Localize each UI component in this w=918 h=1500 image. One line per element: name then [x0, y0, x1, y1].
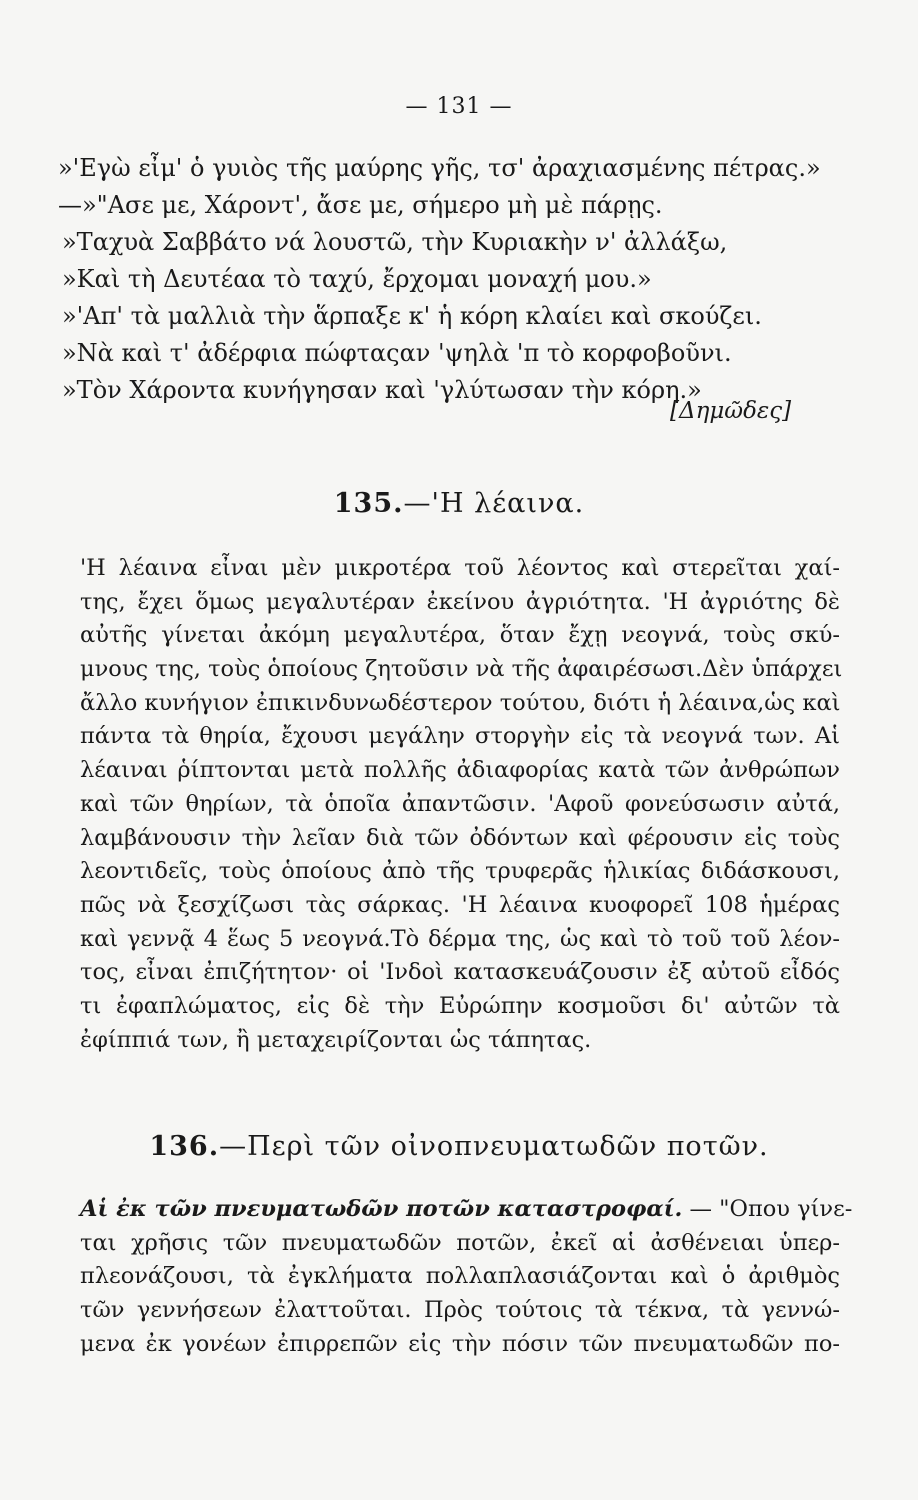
- text-line: της, ἔχει ὅμως μεγαλυτέραν ἐκείνου ἀγριότητα. 'Η ἀγριότης δὲ: [80, 588, 840, 615]
- section-title: —'Η λέαινα.: [403, 488, 585, 519]
- poem-line: —»"Ασε με, Χάροντ', ἄσε με, σήμερο μὴ μὲ πάρῃς.: [58, 191, 663, 219]
- poem-block: [58, 150, 858, 409]
- text-line: λεοντιδεῖς, τοὺς ὁποίους ἀπὸ τῆς τρυφερᾶς ἡλικίας διδάσκουσι,: [80, 858, 840, 885]
- poem-line: »'Απ' τὰ μαλλιὰ τὴν ἅρπαξε κ' ἡ κόρη κλαίει καὶ σκούζει.: [62, 302, 762, 330]
- poem-line: »Καὶ τὴ Δευτέαα τὸ ταχύ, ἔρχομαι μοναχή μου.»: [62, 265, 652, 293]
- poem-line: »Νὰ καὶ τ' ἀδέρφια πώφταςαν 'ψηλὰ 'π τὸ κορφοβοῦνι.: [62, 339, 732, 367]
- text-line: λαμβάνουσιν τὴν λεῖαν διὰ τῶν ὀδόντων καὶ φέρουσιν εἰς τοὺς: [80, 824, 840, 851]
- text-line: καὶ γεννᾷ 4 ἕως 5 νεογνά.Τὸ δέρμα της, ὡς καὶ τὸ τοῦ τοῦ λέον-: [80, 925, 840, 952]
- text-line: καὶ τῶν θηρίων, τὰ ὁποῖα ἀπαντῶσιν. 'Αφοῦ φονεύσωσιν αὐτά,: [80, 790, 840, 817]
- text-line: ἄλλο κυνήγιον ἐπικινδυνωδέστερον τούτου, διότι ἡ λέαινα,ὡς καὶ: [80, 689, 841, 716]
- section-number: 135.: [333, 488, 404, 519]
- section-heading: [0, 488, 918, 519]
- text-line: 'Η λέαινα εἶναι μὲν μικροτέρα τοῦ λέοντος καὶ στερεῖται χαί-: [80, 555, 840, 581]
- section-number: 136.: [149, 1131, 220, 1162]
- section-body: [80, 552, 843, 1057]
- page-number: — 131 —: [405, 94, 513, 119]
- text-line: τῶν γεννήσεων ἐλαττοῦται. Πρὸς τούτοις τὰ τέκνα, τὰ γεννώ-: [80, 1297, 840, 1324]
- poem-line: »Τὸν Χάροντα κυνήγησαν καὶ 'γλύτωσαν τὴν κόρη.»: [62, 376, 702, 404]
- text-line: μνους της, τοὺς ὁποίους ζητοῦσιν νὰ τῆς ἀφαιρέσωσι.Δὲν ὑπάρχει: [80, 656, 843, 683]
- text-line: αὐτῆς γίνεται ἀκόμη μεγαλυτέρα, ὅταν ἔχῃ νεογνά, τοὺς σκύ-: [80, 622, 840, 649]
- text-line: μενα ἐκ γονέων ἐπιρρεπῶν εἰς τὴν πόσιν τῶν πνευματωδῶν πο-: [80, 1330, 840, 1357]
- section-title: —Περὶ τῶν οἰνοπνευματωδῶν ποτῶν.: [219, 1131, 769, 1162]
- text-line: πλεονάζουσι, τὰ ἐγκλήματα πολλαπλασιάζονται καὶ ὁ ἀριθμὸς: [80, 1263, 840, 1290]
- section-body: [80, 1193, 853, 1361]
- italic-subtitle: Αἱ ἐκ τῶν πνευματωδῶν ποτῶν καταστροφαί.: [80, 1196, 683, 1222]
- text-line: τι ἐφαπλώματος, εἰς δὲ τὴν Εὐρώπην κοσμοῦσι δι' αὐτῶν τὰ: [80, 992, 840, 1019]
- text-line: λέαιναι ῥίπτονται μετὰ πολλῆς ἀδιαφορίας κατὰ τῶν ἀνθρώπων: [80, 757, 840, 784]
- text-line: τος, εἶναι ἐπιζήτητον· οἱ 'Ινδοὶ κατασκευάζουσιν ἐξ αὐτοῦ εἶδός: [80, 959, 840, 986]
- text-line: ἐφίππιά των, ἢ μεταχειρίζονται ὡς τάπητας.: [80, 1026, 592, 1053]
- section-heading: [0, 1131, 918, 1162]
- poem-source: [Δημῶδες]: [670, 398, 792, 424]
- text-line: [80, 1193, 853, 1227]
- text-line: ται χρῆσις τῶν πνευματωδῶν ποτῶν, ἐκεῖ αἱ ἀσθένειαι ὑπερ-: [80, 1229, 840, 1256]
- text-line: πάντα τὰ θηρία, ἔχουσι μεγάλην στοργὴν εἰς τὰ νεογνά των. Αἱ: [80, 723, 840, 750]
- poem-line: »Ταχυὰ Σαββάτο νά λουστῶ, τὴν Κυριακὴν ν' ἀλλάξω,: [62, 228, 728, 256]
- poem-line: »'Εγὼ εἶμ' ὁ γυιὸς τῆς μαύρης γῆς, τσ' ἀραχιασμένης πέτρας.»: [58, 154, 821, 182]
- text-line: πῶς νὰ ξεσχίζωσι τὰς σάρκας. 'Η λέαινα κυοφορεῖ 108 ἡμέρας: [80, 891, 840, 918]
- text-span: — "Οπου γίνε-: [682, 1196, 853, 1222]
